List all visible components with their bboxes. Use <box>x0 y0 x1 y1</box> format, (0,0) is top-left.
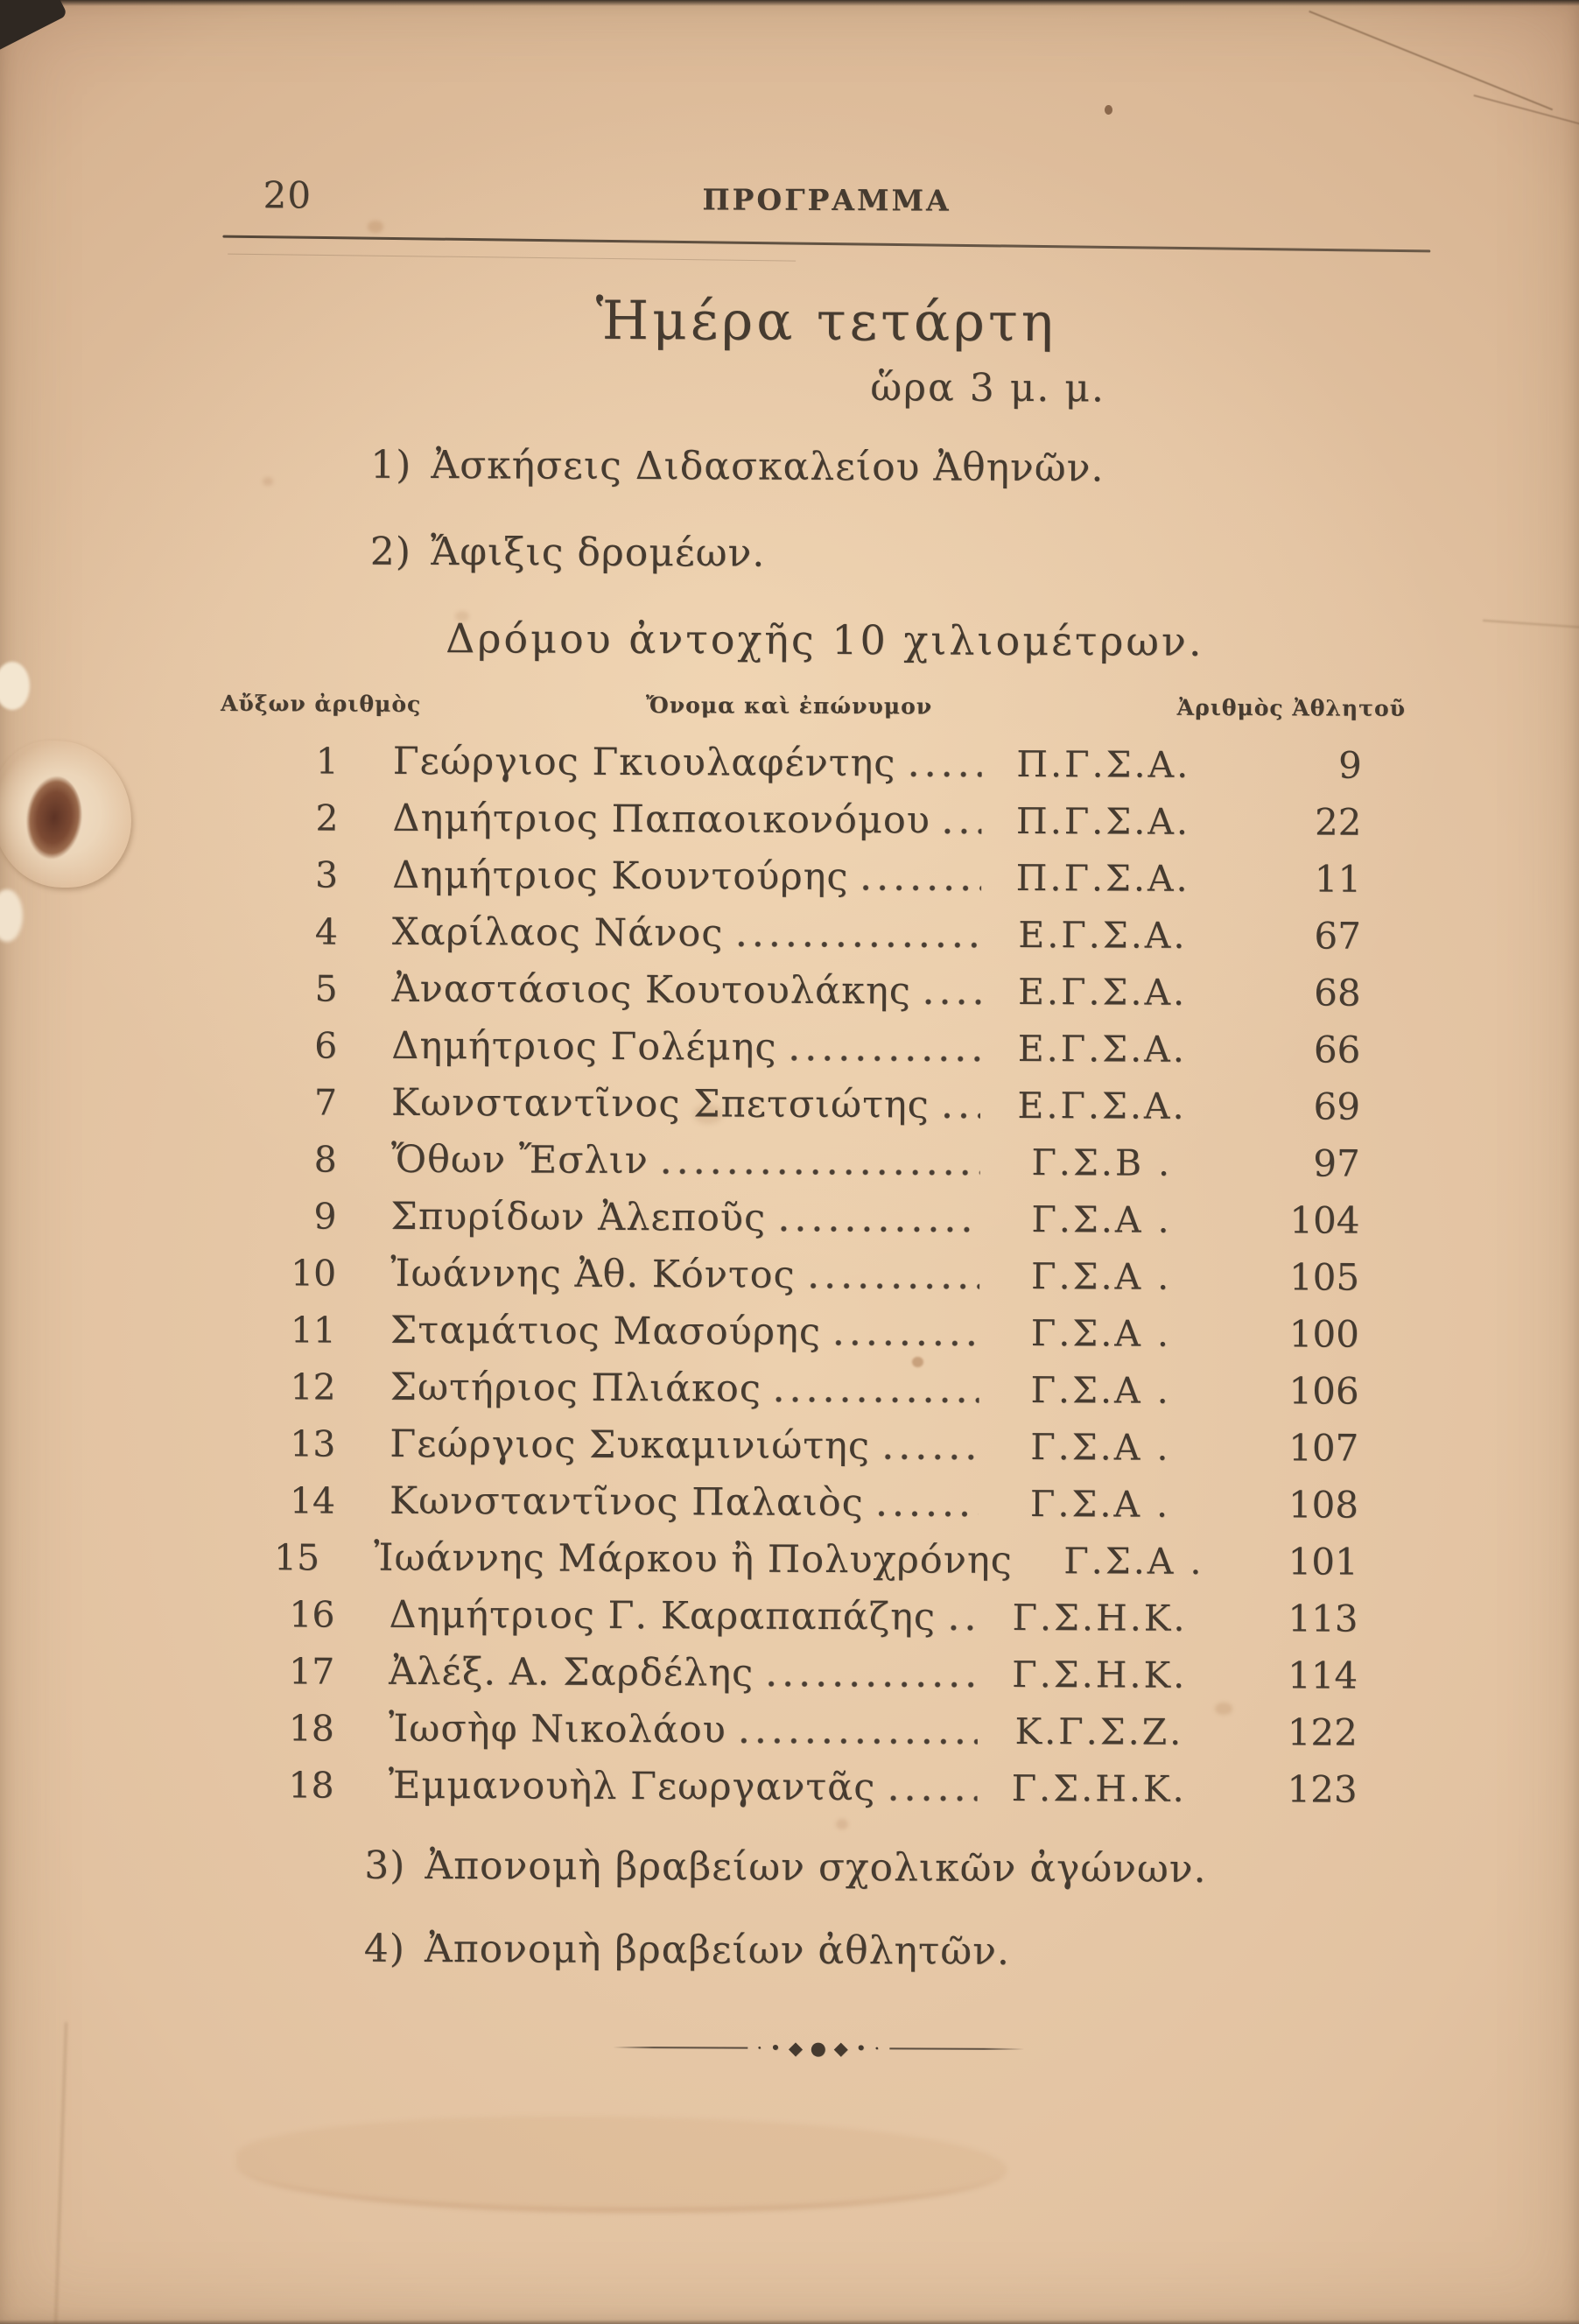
club-abbreviation: Π.Γ.Σ.Α. <box>1015 799 1191 843</box>
column-header-index: Αὔξων ἀριθμὸς <box>220 690 422 717</box>
row-number: 17 <box>288 1650 335 1693</box>
club-abbreviation: Γ.Σ.Α . <box>1030 1426 1171 1469</box>
water-stain <box>236 2117 1007 2212</box>
divider-line-left <box>613 2047 747 2049</box>
athlete-number: 11 <box>1314 857 1362 901</box>
dot-leader <box>768 1679 978 1690</box>
dot-leader <box>810 1281 980 1292</box>
dot-leader <box>780 1224 979 1235</box>
row-number: 7 <box>313 1081 338 1124</box>
dot-leader <box>909 769 981 779</box>
item-number: 2) <box>369 529 412 574</box>
dot-leader <box>740 1736 978 1747</box>
row-number: 3 <box>314 853 339 896</box>
column-header-athlete-number: Ἀριθμὸς Ἀθλητοῦ <box>1176 694 1407 721</box>
row-number: 13 <box>290 1422 336 1465</box>
athlete-name: Δημήτριος Γολέμης <box>391 1023 777 1070</box>
row-number: 9 <box>313 1195 337 1238</box>
item-text: Ἀπονομὴ βραβείων ἀθλητῶν. <box>424 1927 1011 1974</box>
row-number: 1 <box>315 740 339 783</box>
row-number: 18 <box>288 1764 334 1807</box>
athlete-name: Χαρίλαος Νάνος <box>391 909 724 956</box>
dot-leader <box>775 1394 979 1406</box>
row-number: 10 <box>290 1252 337 1295</box>
athlete-number: 101 <box>1288 1540 1358 1583</box>
table-row <box>217 1535 1425 1583</box>
club-abbreviation: Ε.Γ.Σ.Α. <box>1018 913 1188 957</box>
running-header <box>222 168 1430 226</box>
item-number: 3) <box>364 1843 406 1888</box>
athlete-number: 69 <box>1313 1085 1361 1128</box>
column-header-name: Ὄνομα καὶ ἐπώνυμον <box>645 692 933 720</box>
table-row <box>219 1080 1427 1128</box>
table-row <box>220 909 1428 958</box>
program-item-3 <box>215 1843 1423 1892</box>
crease-top-right <box>1309 11 1553 110</box>
tear-mark-core <box>21 772 87 862</box>
item-text: Ἀσκήσεις Διδασκαλείου Ἀθηνῶν. <box>431 443 1105 491</box>
athlete-number: 66 <box>1313 1028 1361 1071</box>
athlete-name: Κωνσταντῖνος Σπετσιώτης <box>390 1080 930 1127</box>
athlete-name: Σπυρίδων Ἀλεποῦς <box>390 1194 767 1240</box>
athlete-name: Ἰωσὴφ Νικολάου <box>388 1706 726 1752</box>
athlete-name: Γεώργιος Γκιουλαφέντης <box>392 739 896 786</box>
time-heading: ὥρα 3 μ. μ. <box>870 365 1106 411</box>
row-number: 2 <box>315 797 339 839</box>
table-row <box>220 853 1428 901</box>
item-number: 4) <box>363 1926 406 1971</box>
section-divider <box>613 2037 1024 2060</box>
athlete-number: 114 <box>1287 1653 1358 1697</box>
athlete-name: Ἀλέξ. Α. Σαρδέλης <box>389 1649 754 1696</box>
tear-mark-left-edge <box>0 741 131 888</box>
dot-leader <box>737 939 981 951</box>
table-row <box>217 1422 1425 1470</box>
athlete-name: Γεώργιος Συκαμινιώτης <box>389 1422 871 1469</box>
page-content <box>214 168 1430 2061</box>
crease-bottom-left <box>54 2022 67 2324</box>
row-number: 14 <box>289 1479 336 1522</box>
athlete-number: 67 <box>1314 914 1362 958</box>
row-number: 15 <box>273 1536 320 1579</box>
program-item-1 <box>221 442 1429 492</box>
athlete-number: 113 <box>1288 1597 1358 1640</box>
athlete-number: 22 <box>1314 800 1362 844</box>
club-abbreviation: Ε.Γ.Σ.Α. <box>1017 970 1188 1014</box>
table-row <box>216 1649 1424 1697</box>
club-abbreviation: Γ.Σ.Α . <box>1030 1369 1171 1412</box>
athlete-number: 68 <box>1314 971 1361 1015</box>
dot-leader <box>862 882 981 894</box>
club-abbreviation: Γ.Σ.Η.Κ. <box>1011 1766 1187 1810</box>
athlete-name: Σταμάτιος Μασούρης <box>389 1308 822 1354</box>
item-number: 1) <box>370 442 412 488</box>
athlete-name: Σωτήριος Πλιάκος <box>389 1365 762 1411</box>
row-number: 4 <box>314 910 339 953</box>
program-item-2 <box>221 529 1429 579</box>
athlete-number: 107 <box>1288 1426 1359 1470</box>
club-abbreviation: Π.Γ.Σ.Α. <box>1016 742 1191 786</box>
paper-chip <box>0 889 23 942</box>
athlete-number: 100 <box>1288 1312 1360 1356</box>
divider-ornament-icon: · • ◆ ● ◆ • · <box>756 2037 881 2060</box>
divider-line-right <box>889 2047 1024 2050</box>
dot-leader <box>944 1111 980 1121</box>
athlete-number: 106 <box>1288 1369 1359 1413</box>
dot-leader <box>889 1793 977 1803</box>
table-row <box>217 1478 1425 1527</box>
table-row <box>216 1706 1424 1754</box>
dot-leader <box>944 826 982 837</box>
header-rule <box>222 235 1430 253</box>
athlete-number: 108 <box>1288 1483 1359 1527</box>
club-abbreviation: Γ.Σ.Β . <box>1031 1141 1173 1184</box>
table-row <box>221 739 1428 787</box>
table-row <box>218 1365 1426 1413</box>
table-row <box>216 1763 1424 1811</box>
row-number: 18 <box>288 1707 335 1750</box>
athlete-number: 104 <box>1289 1198 1360 1242</box>
page-number: 20 <box>263 173 312 217</box>
row-number: 5 <box>314 967 338 1010</box>
athlete-name: Ἐμμανουὴλ Γεωργαντᾶς <box>388 1763 876 1810</box>
dot-leader <box>790 1053 980 1064</box>
row-number: 12 <box>290 1366 336 1408</box>
table-row <box>219 1137 1427 1185</box>
table-column-headers <box>221 691 1428 721</box>
dot-leader <box>925 997 981 1008</box>
athlete-name: Δημήτριος Παπαοικονόμου <box>392 796 931 843</box>
athlete-name: Ἀναστάσιος Κουτουλάκης <box>391 966 911 1014</box>
club-abbreviation: Γ.Σ.Α . <box>1063 1540 1204 1583</box>
club-abbreviation: Γ.Σ.Α . <box>1030 1255 1172 1298</box>
athlete-number: 9 <box>1337 743 1362 787</box>
table-row <box>219 1023 1427 1071</box>
table-row <box>220 966 1428 1015</box>
athlete-name: Δημήτριος Γ. Καραπαπάζης <box>389 1592 937 1639</box>
club-abbreviation: Κ.Γ.Σ.Ζ. <box>1014 1710 1184 1753</box>
paper-chip <box>0 662 30 710</box>
item-text: Ἀπονομὴ βραβείων σχολικῶν ἀγώνων. <box>425 1843 1207 1892</box>
athlete-number: 122 <box>1287 1710 1358 1754</box>
athlete-name: Κωνσταντῖνος Παλαιὸς <box>389 1478 864 1526</box>
table-row <box>220 796 1428 844</box>
scan-edge-bottom <box>0 2320 1579 2324</box>
fox-spot <box>1105 105 1112 115</box>
club-abbreviation: Γ.Σ.Η.Κ. <box>1012 1653 1188 1696</box>
club-abbreviation: Γ.Σ.Α . <box>1031 1198 1172 1241</box>
race-heading: Δρόμου ἀντοχῆς 10 χιλιομέτρων. <box>446 614 1204 665</box>
row-number: 8 <box>313 1138 337 1181</box>
athlete-number: 97 <box>1313 1141 1360 1185</box>
scan-edge-top <box>0 0 1579 6</box>
item-text: Ἄφιξις δρομέων. <box>430 530 766 576</box>
club-abbreviation: Γ.Σ.Α . <box>1029 1483 1171 1526</box>
athlete-table <box>216 739 1428 1811</box>
athlete-number: 123 <box>1287 1767 1358 1811</box>
club-abbreviation: Γ.Σ.Α . <box>1030 1312 1172 1355</box>
dot-leader <box>835 1338 979 1349</box>
dot-leader <box>884 1451 979 1462</box>
row-number: 11 <box>290 1309 337 1352</box>
corner-shadow-top-left <box>0 0 67 53</box>
dot-leader <box>878 1508 979 1520</box>
athlete-number: 105 <box>1288 1255 1360 1299</box>
dot-leader <box>663 1166 980 1178</box>
program-item-4 <box>215 1926 1423 1976</box>
running-title: ΠΡΟΓΡΑΜΜΑ <box>702 182 951 218</box>
crease-top-right-2 <box>1473 95 1579 127</box>
table-row <box>218 1194 1426 1242</box>
athlete-name: Ὄθων Ἔσλιν <box>390 1137 649 1183</box>
athlete-name: Δημήτριος Κουντούρης <box>392 853 849 900</box>
table-row <box>218 1251 1426 1299</box>
table-row <box>216 1592 1424 1640</box>
day-title: Ἡμέρα τετάρτη <box>595 289 1057 355</box>
club-abbreviation: Ε.Γ.Σ.Α. <box>1017 1027 1187 1071</box>
row-number: 6 <box>314 1024 338 1067</box>
club-abbreviation: Γ.Σ.Η.Κ. <box>1012 1596 1188 1639</box>
dot-leader <box>950 1623 979 1633</box>
athlete-name: Ἰωάννης Μάρκου ἢ Πολυχρόνης <box>374 1535 1013 1583</box>
athlete-name: Ἰωάννης Ἀθ. Κόντος <box>390 1251 796 1297</box>
crease-right-edge <box>1483 620 1579 628</box>
club-abbreviation: Ε.Γ.Σ.Α. <box>1017 1084 1187 1127</box>
club-abbreviation: Π.Γ.Σ.Α. <box>1015 856 1190 900</box>
table-row <box>218 1308 1426 1356</box>
row-number: 16 <box>289 1593 335 1636</box>
